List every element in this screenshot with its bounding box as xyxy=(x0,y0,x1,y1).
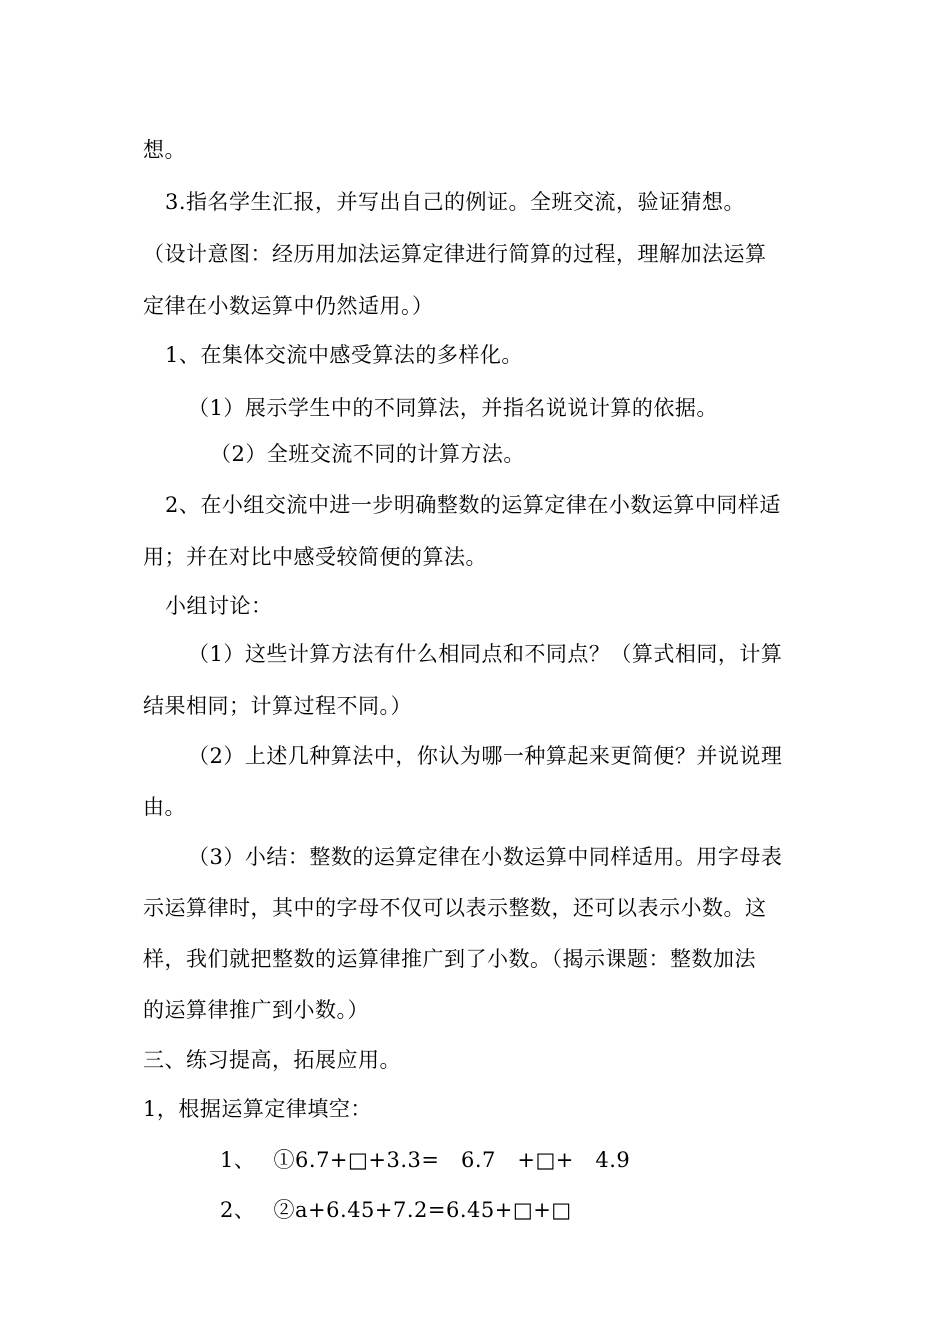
text-line-16: 示运算律时，其中的字母不仅可以表示整数，还可以表示小数。这 xyxy=(143,896,767,920)
exercise-heading: 1，根据运算定律填空： xyxy=(143,1097,372,1121)
exercise-item-2: 2、 ②a+6.45+7.2=6.45+□+□ xyxy=(220,1198,572,1222)
text-line-7: （2）全班交流不同的计算方法。 xyxy=(210,442,525,466)
text-line-4: 定律在小数运算中仍然适用。） xyxy=(143,294,434,318)
text-line-3: （设计意图：经历用加法运算定律进行简算的过程，理解加法运算 xyxy=(143,242,767,266)
text-line-14: 由。 xyxy=(143,795,186,819)
text-line-13: （2）上述几种算法中，你认为哪一种算起来更简便？并说说理 xyxy=(188,744,783,768)
text-line-17: 样，我们就把整数的运算律推广到了小数。（揭示课题：整数加法 xyxy=(143,947,756,971)
text-line-9: 用；并在对比中感受较简便的算法。 xyxy=(143,545,487,569)
section-heading: 三、练习提高，拓展应用。 xyxy=(143,1048,401,1072)
text-line-8: 2、在小组交流中进一步明确整数的运算定律在小数运算中同样适 xyxy=(165,493,781,517)
text-line-18: 的运算律推广到小数。） xyxy=(143,998,369,1022)
text-line-11: （1）这些计算方法有什么相同点和不同点？（算式相同，计算 xyxy=(188,642,783,666)
text-line-6: （1）展示学生中的不同算法，并指名说说计算的依据。 xyxy=(188,396,718,420)
text-line-2: 3.指名学生汇报，并写出自己的例证。全班交流，验证猜想。 xyxy=(165,190,746,214)
text-line-10: 小组讨论： xyxy=(165,594,273,618)
exercise-item-1: 1、 ①6.7+□+3.3= 6.7 +□+ 4.9 xyxy=(220,1148,631,1172)
text-line-15: （3）小结：整数的运算定律在小数运算中同样适用。用字母表 xyxy=(188,845,783,869)
text-line-1: 想。 xyxy=(143,138,186,162)
text-line-5: 1、在集体交流中感受算法的多样化。 xyxy=(165,343,523,367)
text-line-12: 结果相同；计算过程不同。） xyxy=(143,694,412,718)
